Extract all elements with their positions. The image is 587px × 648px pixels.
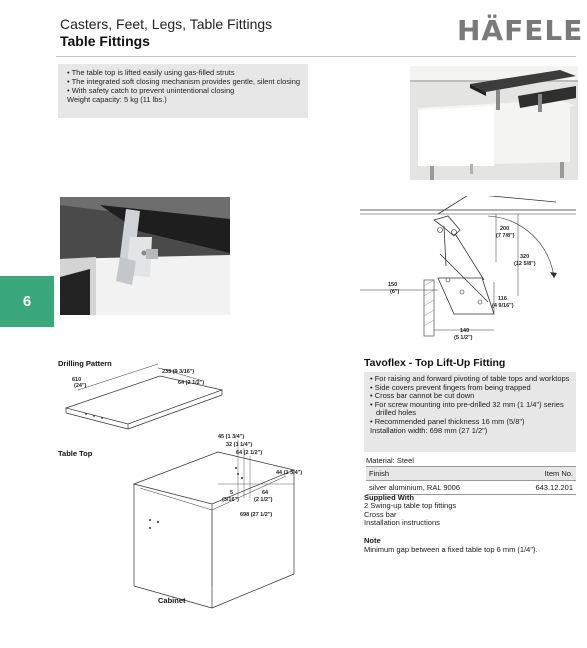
dim-140: 140 xyxy=(460,328,470,334)
dim-698: 698 (27 1/2") xyxy=(240,512,273,518)
dim-233: 233 (9 3/16") xyxy=(162,369,195,375)
material-text: Material: Steel xyxy=(366,456,414,465)
dim-200-in: (7 7/8") xyxy=(496,233,515,239)
weight-capacity: Weight capacity: 5 kg (11 lbs.) xyxy=(67,95,167,104)
col-finish: Finish xyxy=(366,467,511,481)
dim-116: 116 xyxy=(498,296,507,302)
product-photo-mechanism xyxy=(60,197,230,315)
note-heading: Note xyxy=(364,536,381,545)
spec-item: • Recommended panel thickness 16 mm (5/8") xyxy=(370,418,576,427)
supplied-item: 2 Swing-up table top fittings xyxy=(364,501,457,510)
dim-610-in: (24") xyxy=(74,383,87,389)
spec-item: • Side covers prevent fingers from being trapped xyxy=(370,384,576,393)
supplied-heading: Supplied With xyxy=(364,493,414,502)
dim-5: 5 xyxy=(230,490,234,496)
cabinet-label: Cabinet xyxy=(158,596,186,605)
drilling-pattern-diagram xyxy=(58,356,314,612)
catalog-subtitle: Table Fittings xyxy=(60,33,150,49)
header-divider xyxy=(56,56,576,57)
dim-140-in: (5 1/2") xyxy=(454,335,473,341)
dim-64c-in: (2 1/2") xyxy=(254,497,273,503)
cell-item-no: 643.12.201 xyxy=(511,481,576,495)
drilling-pattern-title: Drilling Pattern xyxy=(58,359,112,368)
dim-150: 150 xyxy=(388,282,398,288)
dim-44: 44 (1 3/4") xyxy=(276,470,303,476)
dim-610: 610 xyxy=(72,377,82,383)
dim-200: 200 xyxy=(500,226,510,232)
dim-64a: 64 (2 1/2") xyxy=(178,380,205,386)
dim-320-in: (12 5/8") xyxy=(514,261,536,267)
supplied-list xyxy=(364,502,456,528)
dim-150-in: (6") xyxy=(390,289,400,295)
chapter-tab: 6 xyxy=(0,276,54,327)
feature-box xyxy=(58,64,308,118)
product-title: Tavoflex - Top Lift-Up Fitting xyxy=(364,357,506,369)
dim-5-in: (3/16") xyxy=(222,497,239,503)
side-view-diagram xyxy=(358,196,578,346)
dim-32: 32 (1 1/4") xyxy=(226,442,253,448)
spec-item: • Cross bar cannot be cut down xyxy=(370,392,576,401)
table-top-label: Table Top xyxy=(58,449,93,458)
order-table-header xyxy=(366,467,576,481)
feature-item: • With safety catch to prevent unintentional closing xyxy=(67,86,308,95)
feature-item: • The table top is lifted easily using gas-filled struts xyxy=(67,68,308,77)
order-table xyxy=(366,466,576,495)
dim-64c: 64 xyxy=(262,490,269,496)
dim-320: 320 xyxy=(520,254,530,260)
catalog-category: Casters, Feet, Legs, Table Fittings xyxy=(60,16,273,32)
dim-116-in: (4 9/16") xyxy=(492,303,514,309)
hafele-logo: HÄFELE xyxy=(457,14,584,47)
cell-finish: silver aluminium, RAL 9006 xyxy=(366,481,511,495)
col-item-no: Item No. xyxy=(511,467,576,481)
spec-box xyxy=(364,372,576,452)
supplied-item: Cross bar xyxy=(364,509,397,519)
supplied-item: Installation instructions xyxy=(364,518,440,528)
installation-width: Installation width: 698 mm (27 1/2") xyxy=(370,425,488,435)
dim-45: 45 (1 3/4") xyxy=(218,434,245,440)
spec-item: • For screw mounting into pre-drilled 32 mm (1 1/4") series drilled holes xyxy=(370,401,576,418)
spec-item: • For raising and forward pivoting of table tops and worktops xyxy=(370,375,576,384)
dim-64b: 64 (2 1/2") xyxy=(236,450,263,456)
feature-item: • The integrated soft closing mechanism provides gentle, silent closing xyxy=(67,77,308,86)
note-text: Minimum gap between a fixed table top 6 mm (1/4"). xyxy=(364,545,538,554)
product-photo-table xyxy=(410,66,578,180)
